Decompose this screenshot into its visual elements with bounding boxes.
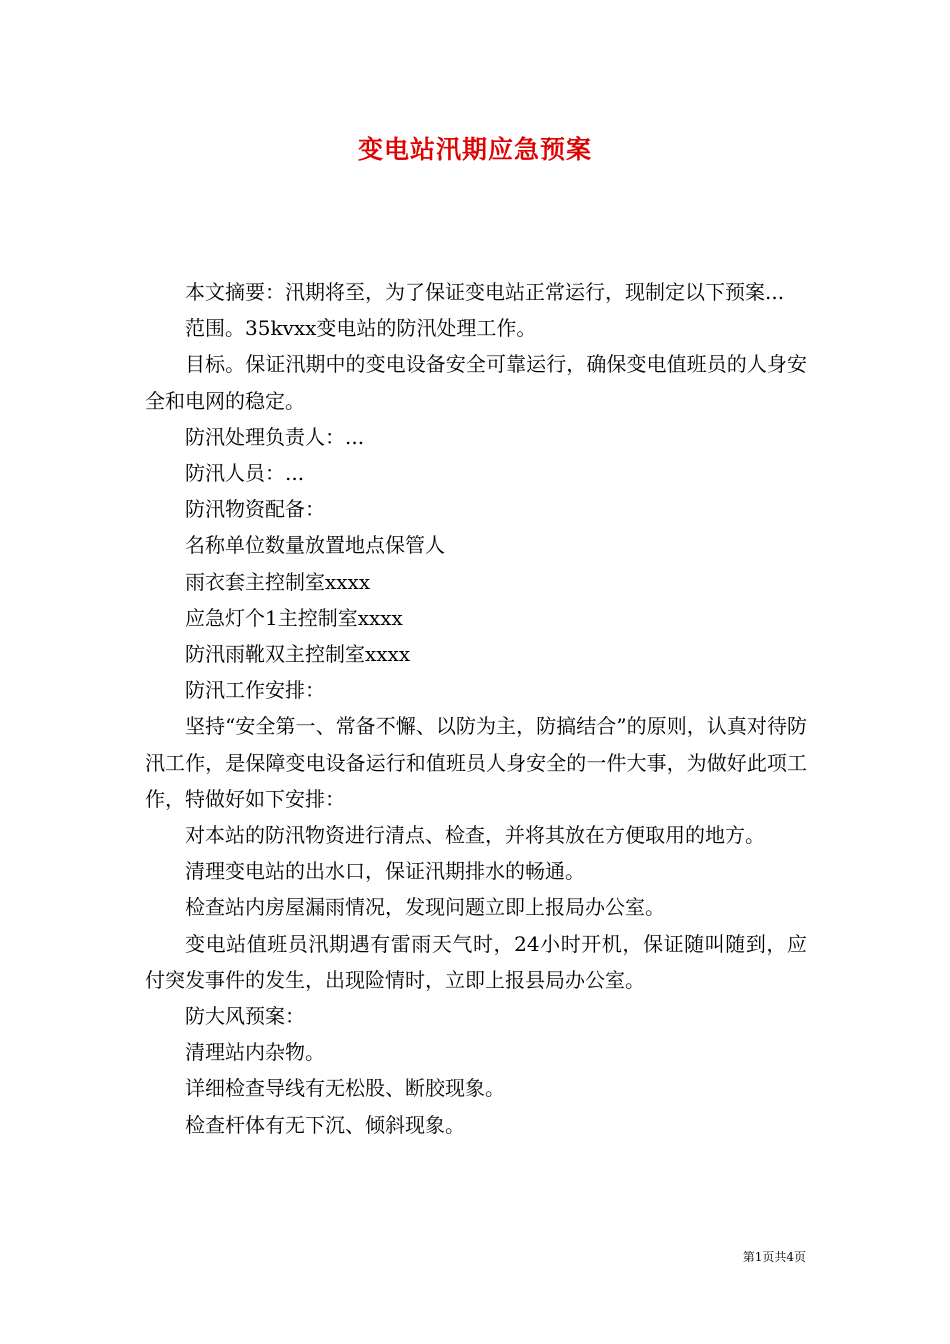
document-title: 变电站汛期应急预案 — [357, 135, 592, 164]
paragraph-on-duty-standby: 变电站值班员汛期遇有雷雨天气时，24小时开机，保证随叫随到，应付突发事件的发生，出现险情时，立即上报县局办公室。 — [145, 931, 807, 992]
paragraph-principle: 坚持“安全第一、常备不懈、以防为主，防搞结合”的原则，认真对待防汛工作，是保障变电设备运行和值班员人身安全的一件大事，为做好此项工作，特做好如下安排： — [145, 714, 807, 811]
page-number-footer: 第1页共4页 — [742, 1250, 806, 1264]
paragraph-clear-debris: 清理站内杂物。 — [185, 1040, 325, 1065]
paragraph-abstract: 本文摘要：汛期将至，为了保证变电站正常运行，现制定以下预案... — [185, 280, 785, 304]
paragraph-materials-header: 名称单位数量放置地点保管人 — [185, 533, 445, 558]
paragraph-materials-heading: 防汛物资配备： — [185, 497, 325, 522]
paragraph-drain-cleaning: 清理变电站的出水口，保证汛期排水的畅通。 — [185, 859, 585, 884]
paragraph-roof-leak-check: 检查站内房屋漏雨情况，发现问题立即上报局办公室。 — [185, 895, 665, 920]
paragraph-work-arrangement-heading: 防汛工作安排： — [185, 678, 325, 703]
paragraph-check-wires: 详细检查导线有无松股、断胶现象。 — [185, 1076, 505, 1101]
paragraph-personnel: 防汛人员：... — [185, 461, 305, 486]
paragraph-material-emergency-light: 应急灯个1主控制室xxxx — [185, 605, 403, 630]
paragraph-wind-plan-heading: 防大风预案： — [185, 1004, 305, 1029]
paragraph-scope: 范围。35kvxx变电站的防汛处理工作。 — [185, 316, 537, 341]
paragraph-material-raincoat: 雨衣套主控制室xxxx — [185, 569, 371, 594]
paragraph-check-poles: 检查杆体有无下沉、倾斜现象。 — [185, 1112, 465, 1137]
document-body — [145, 274, 807, 1143]
paragraph-material-rain-boots: 防汛雨靴双主控制室xxxx — [185, 642, 411, 667]
paragraph-inventory-check: 对本站的防汛物资进行清点、检查，并将其放在方便取用的地方。 — [185, 823, 765, 848]
paragraph-responsible-person: 防汛处理负责人：... — [185, 424, 365, 449]
paragraph-goal: 目标。保证汛期中的变电设备安全可靠运行，确保变电值班员的人身安全和电网的稳定。 — [145, 352, 807, 413]
